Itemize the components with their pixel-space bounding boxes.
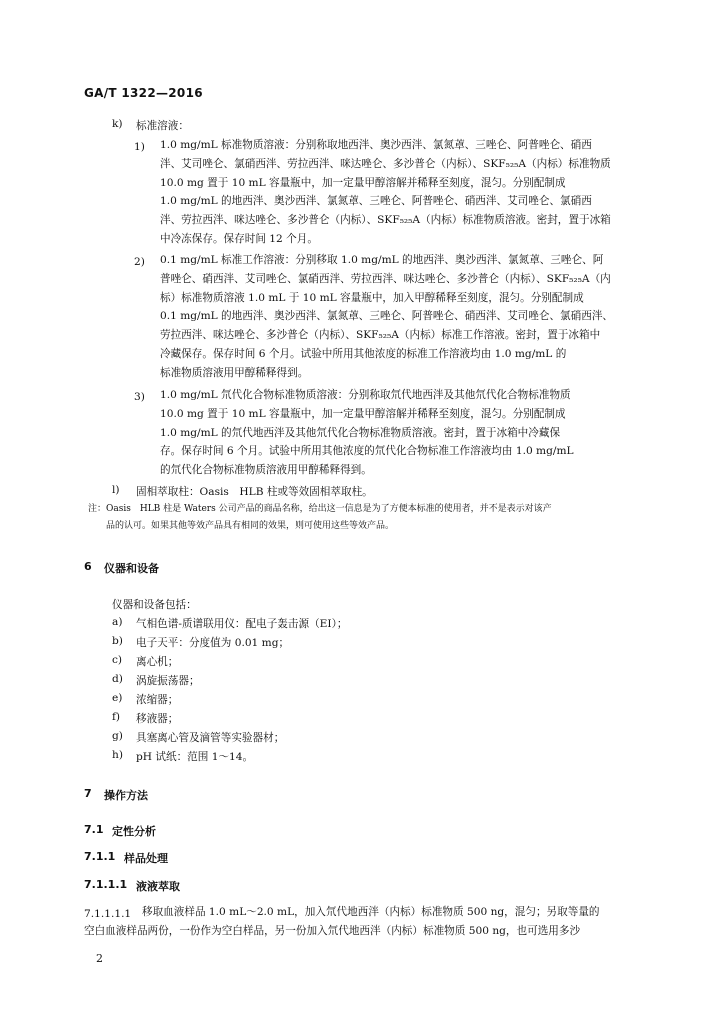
equipment-label-c: c): [112, 654, 123, 666]
equipment-item-c: 离心机；: [136, 656, 179, 668]
equipment-label-h: h): [112, 749, 123, 761]
sub-item-2-label: 2): [134, 256, 145, 268]
page-number: 2: [96, 952, 103, 965]
sub-item-1-text: [160, 136, 654, 249]
paragraph-line: 普唑仑、硝西泮、艾司唑仑、氯硝西泮、劳拉西泮、咪达唑仑、多沙普仑（内标）、SKF₅₂₅A（内: [160, 272, 611, 285]
note-block: [88, 501, 648, 535]
paragraph-line: 中冷冻保存。保存时间 12 个月。: [160, 232, 318, 245]
paragraph-7-1-1-1-1: [84, 903, 644, 941]
list-label-l: l): [112, 484, 120, 496]
equipment-item-f: 移液器；: [136, 713, 179, 725]
paragraph-line: 冷藏保存。保存时间 6 个月。试验中所用其他浓度的标准工作溶液均由 1.0 mg/mL 的: [160, 347, 567, 360]
equipment-label-g: g): [112, 730, 123, 742]
sub-item-2-text: [160, 251, 654, 383]
list-label-k: k): [112, 118, 123, 130]
section-6-number: 6: [84, 560, 92, 573]
paragraph-line: 劳拉西泮、咪达唑仑、多沙普仑（内标）、SKF₅₂₅A（内标）标准工作溶液。密封，置于冰箱中: [160, 329, 601, 342]
spe-column-text: 固相萃取柱：Oasis HLB 柱或等效固相萃取柱。: [136, 486, 373, 498]
paragraph-line: 存。保存时间 6 个月。试验中所用其他浓度的氘代化合物标准工作溶液均由 1.0 mg/mL: [160, 445, 574, 458]
paragraph-7-1-1-1-1-number: 7.1.1.1.1: [84, 908, 132, 920]
paragraph-line: 标）标准物质溶液 1.0 mL 于 10 mL 容量瓶中，加入甲醇稀释至刻度，混匀。分别配制成: [160, 291, 584, 304]
note-line: 品的认可。如果其他等效产品具有相同的效果，则可使用这些等效产品。: [88, 521, 395, 531]
equipment-label-a: a): [112, 616, 123, 628]
equipment-label-d: d): [112, 673, 123, 685]
paragraph-line: 1.0 mg/mL 标准物质溶液：分别称取地西泮、奥沙西泮、氯氮䓬、三唑仑、阿普唑仑、硝西: [160, 139, 592, 151]
section-7-1-1-number: 7.1.1: [84, 850, 116, 863]
paragraph-line: 泮、劳拉西泮、咪达唑仑、多沙普仑（内标）、SKF₅₂₅A（内标）标准物质溶液。密封，置于冰箱: [160, 214, 611, 227]
equipment-label-f: f): [112, 711, 121, 723]
paragraph-line: 空白血液样品两份，一份作为空白样品，另一份加入氘代地西泮（内标）标准物质 500 ng，也可选用多沙: [84, 924, 581, 937]
section-7-1-1-1-number: 7.1.1.1: [84, 878, 128, 891]
standard-solutions-title: 标准溶液：: [136, 120, 189, 132]
equipment-item-h: pH 试纸：范围 1～14。: [136, 751, 254, 763]
section-6-intro: 仪器和设备包括：: [112, 599, 197, 611]
section-7-1-1-title: 样品处理: [124, 852, 168, 865]
paragraph-line: 10.0 mg 置于 10 mL 容量瓶中，加一定量甲醇溶解并稀释至刻度，混匀。分别配制成: [160, 176, 566, 189]
section-7-title: 操作方法: [104, 789, 148, 802]
paragraph-line: 0.1 mg/mL 的地西泮、奥沙西泮、氯氮䓬、三唑仑、阿普唑仑、硝西泮、艾司唑仑、氯硝西泮、: [160, 310, 614, 323]
paragraph-line: 的氘代化合物标准物质溶液用甲醇稀释得到。: [160, 464, 372, 477]
paragraph-line: 1.0 mg/mL 的地西泮、奥沙西泮、氯氮䓬、三唑仑、阿普唑仑、硝西泮、艾司唑仑、氯硝西: [160, 195, 592, 208]
equipment-item-e: 浓缩器；: [136, 694, 179, 706]
equipment-item-b: 电子天平：分度值为 0.01 mg；: [136, 637, 290, 649]
paragraph-line: 0.1 mg/mL 标准工作溶液：分别移取 1.0 mg/mL 的地西泮、奥沙西泮、氯氮䓬、三唑仑、阿: [160, 254, 604, 266]
paragraph-line: 10.0 mg 置于 10 mL 容量瓶中，加一定量甲醇溶解并稀释至刻度，混匀。分别配制成: [160, 407, 566, 420]
equipment-label-b: b): [112, 635, 123, 647]
paragraph-line: 标准物质溶液用甲醇稀释得到。: [160, 366, 309, 379]
section-7-1-1-1-title: 液液萃取: [136, 880, 180, 893]
paragraph-line: 移取血液样品 1.0 mL～2.0 mL，加入氘代地西泮（内标）标准物质 500 ng，混匀；另取等量的: [142, 906, 600, 918]
section-7-1-title: 定性分析: [112, 825, 156, 838]
paragraph-line: 1.0 mg/mL 氘代化合物标准物质溶液：分别称取氘代地西泮及其他氘代化合物标准物质: [160, 389, 571, 401]
paragraph-line: 泮、艾司唑仑、氯硝西泮、劳拉西泮、咪达唑仑、多沙普仑（内标）、SKF₅₂₅A（内标）标准物质: [160, 157, 611, 170]
equipment-item-d: 涡旋振荡器；: [136, 675, 200, 687]
equipment-label-e: e): [112, 692, 123, 704]
paragraph-line: 1.0 mg/mL 的氘代地西泮及其他氘代化合物标准物质溶液。密封，置于冰箱中冷藏保: [160, 426, 561, 439]
document-code-header: GA/T 1322—2016: [84, 86, 203, 100]
section-6-title: 仪器和设备: [104, 562, 159, 575]
sub-item-1-label: 1): [134, 141, 145, 153]
section-7-1-number: 7.1: [84, 823, 104, 836]
sub-item-3-text: [160, 386, 654, 480]
equipment-item-g: 具塞离心管及滴管等实验器材；: [136, 732, 285, 744]
equipment-item-a: 气相色谱-质谱联用仪：配电子轰击源（EI）；: [136, 618, 348, 630]
section-7-number: 7: [84, 787, 92, 800]
sub-item-3-label: 3): [134, 391, 145, 403]
note-line: 注：Oasis HLB 柱是 Waters 公司产品的商品名称，给出这一信息是为了方便本标准的使用者，并不是表示对该产: [88, 504, 552, 514]
